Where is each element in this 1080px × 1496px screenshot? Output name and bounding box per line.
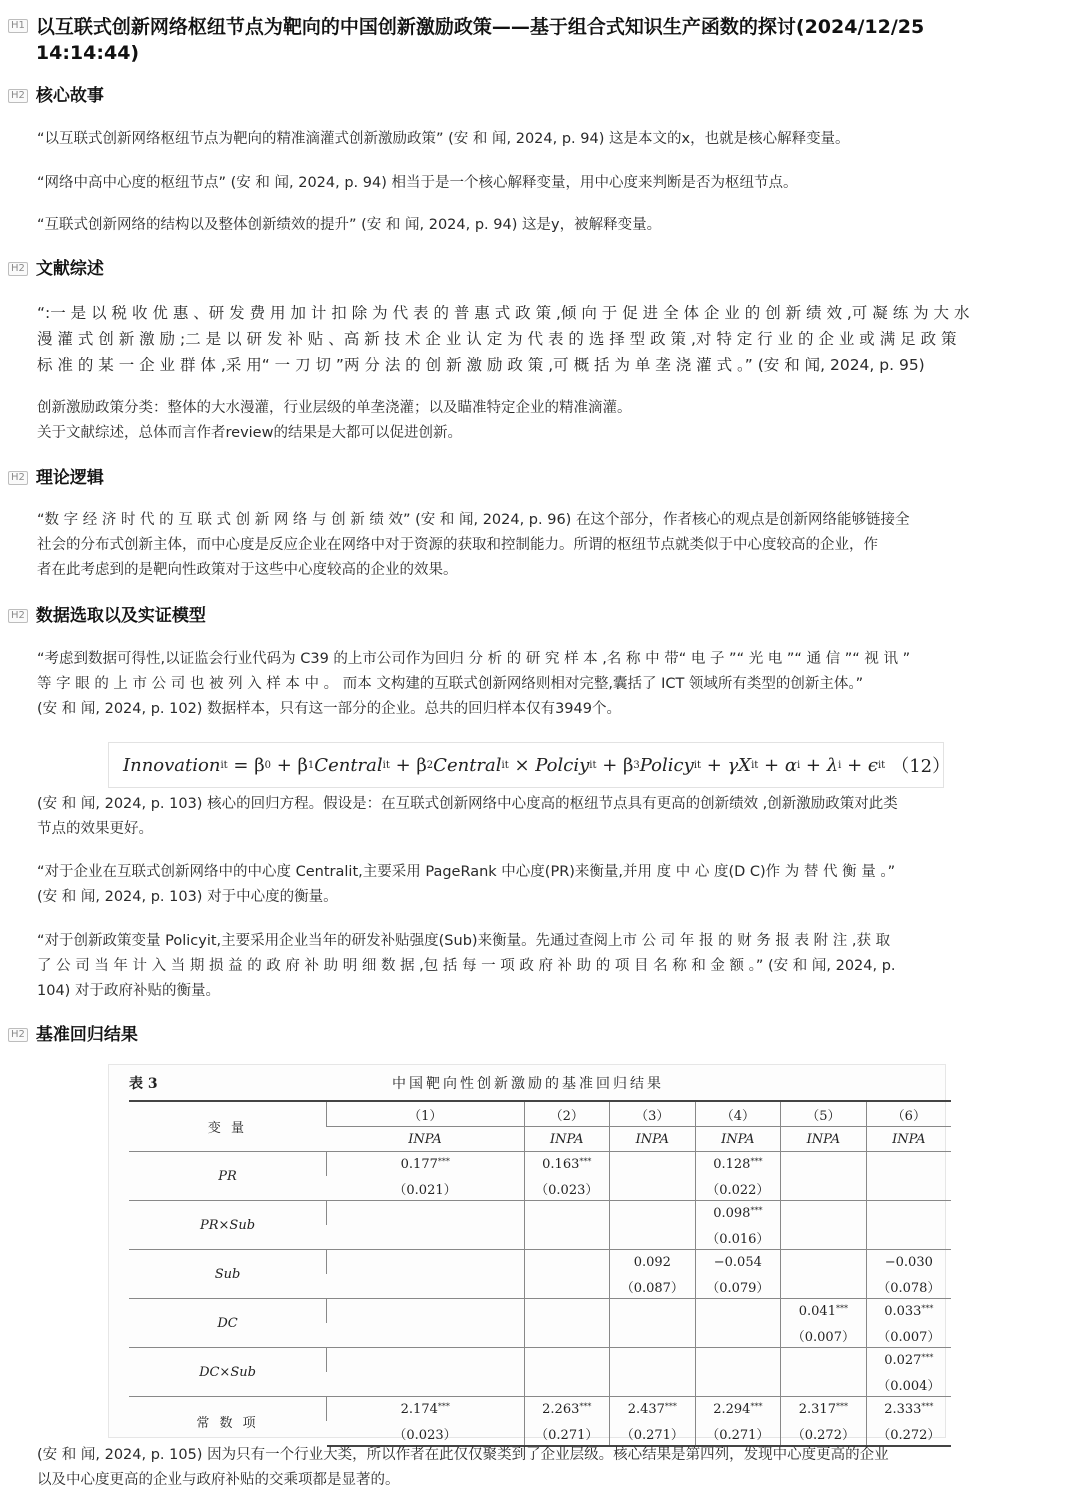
title-text: 以互联式创新网络枢纽节点为靶向的中国创新激励政策——基于组合式知识生产函数的探讨(2024/12/25 14:14:44) (35, 16, 925, 64)
document-title (8, 14, 1036, 66)
coefficient: 2.263 (542, 1401, 580, 1417)
heading-theory: H2 理论逻辑 (8, 466, 104, 490)
column-number: （6） (866, 1101, 951, 1127)
standard-error: （0.007） (781, 1323, 867, 1348)
standard-error (781, 1372, 867, 1397)
standard-error: （0.023） (327, 1421, 525, 1446)
table-row (129, 1201, 951, 1226)
coefficient: 0.177 (400, 1156, 438, 1172)
coefficient: 0.092 (633, 1254, 671, 1270)
table-row (129, 1397, 951, 1422)
table-header-row (129, 1101, 951, 1127)
column-number: （5） (781, 1101, 867, 1127)
dependent-variable: INPA (524, 1127, 610, 1152)
coefficient: 2.294 (713, 1401, 751, 1417)
standard-error (524, 1372, 610, 1397)
coefficient-cell (610, 1348, 696, 1373)
dependent-variable: INPA (610, 1127, 696, 1152)
coefficient-cell (781, 1348, 867, 1373)
significance-stars: *** (437, 1401, 450, 1411)
coefficient-cell (327, 1152, 525, 1177)
coefficient-cell (866, 1201, 951, 1226)
coefficient-cell (866, 1250, 951, 1275)
standard-error (524, 1225, 610, 1250)
variable-name: PR×Sub (129, 1201, 327, 1250)
paragraph: “互联式创新网络的结构以及整体创新绩效的提升” (安 和 闻, 2024, p. 94) 这是y，被解释变量。 (37, 217, 662, 233)
regression-equation: Innovation it = β 0 + β 1 Central it + β 2 Central it × Polciy it + β 3 Policy it + γX it + α i + λ i + ϵ it （12） (108, 742, 944, 788)
coefficient-cell (524, 1152, 610, 1177)
significance-stars: *** (835, 1401, 848, 1411)
coefficient-cell (524, 1348, 610, 1373)
standard-error (327, 1372, 525, 1397)
standard-error: （0.271） (695, 1421, 781, 1446)
standard-error: （0.271） (524, 1421, 610, 1446)
significance-stars: *** (835, 1303, 848, 1313)
h2-tag: H2 (8, 609, 28, 623)
table-row (129, 1152, 951, 1177)
standard-error (781, 1274, 867, 1299)
regression-table-figure (108, 1064, 946, 1443)
table-caption: 表 3 (129, 1076, 158, 1092)
coefficient-cell (524, 1299, 610, 1324)
variable-name: DC×Sub (129, 1348, 327, 1397)
coefficient-cell (610, 1250, 696, 1275)
standard-error: （0.023） (524, 1176, 610, 1201)
significance-stars: *** (750, 1156, 763, 1166)
dependent-variable: INPA (695, 1127, 781, 1152)
significance-stars: *** (664, 1401, 677, 1411)
coefficient-cell (327, 1348, 525, 1373)
coefficient-cell (695, 1299, 781, 1324)
paragraph: “以互联式创新网络枢纽节点为靶向的精准滴灌式创新激励政策” (安 和 闻, 2024, p. 94) 这是本文的x，也就是核心解释变量。 (37, 131, 850, 147)
coefficient: 0.027 (884, 1352, 922, 1368)
coefficient: 2.174 (400, 1401, 438, 1417)
standard-error: （0.021） (393, 1182, 457, 1198)
coefficient-cell (524, 1397, 610, 1422)
coefficient-cell (781, 1201, 867, 1226)
standard-error: （0.087） (610, 1274, 696, 1299)
paragraph: (安 和 闻, 2024, p. 105) 因为只有一个行业大类，所以作者在此仅仅聚类到了企业层级。核心结果是第四列，发现中心度更高的企业 以及中心度更高的企业与政府补贴的交乘项都是显著的。 (37, 1447, 889, 1488)
quote-paragraph: “:一 是 以 税 收 优 惠 、研 发 费 用 加 计 扣 除 为 代 表 的 普 惠 式 政 策 ,倾 向 于 促 进 全 体 企 业 的 创 新 绩 效 ,可 凝 练 为 大 水 漫 灌 式 创 新 激 励 ;二 是 以 研 发 补 贴 、高 新 技 术 企 业 认 定 为 代 表 的 选 择 型 政 策 ,对 特 定 行 业 的 企 业 或 满 足 政 策 标 准 的 某 一 企 业 群 体 ,采 用“ 一 刀 切 ”两 分 法 的 创 新 激 励 政 策 ,可 概 括 为 单 垄 浇 灌 式 。” (安 和 闻, 2024, p. 95) (37, 304, 970, 374)
standard-error (781, 1225, 867, 1250)
standard-error (610, 1176, 696, 1201)
coefficient-cell (695, 1250, 781, 1275)
significance-stars: *** (750, 1205, 763, 1215)
standard-error (866, 1176, 951, 1201)
h2-tag: H2 (8, 471, 28, 485)
standard-error (327, 1274, 525, 1299)
coefficient-cell (781, 1250, 867, 1275)
standard-error: （0.007） (866, 1323, 951, 1348)
variable-name: 常 数 项 (129, 1397, 327, 1447)
coefficient-cell (327, 1299, 525, 1324)
significance-stars: *** (579, 1401, 592, 1411)
variable-name: DC (129, 1299, 327, 1348)
standard-error (610, 1225, 696, 1250)
dependent-variable: INPA (781, 1127, 867, 1152)
h2-tag: H2 (8, 89, 28, 103)
significance-stars: *** (750, 1401, 763, 1411)
standard-error: （0.022） (695, 1176, 781, 1201)
coefficient-cell (524, 1250, 610, 1275)
standard-error (327, 1323, 525, 1348)
coefficient-cell (866, 1152, 951, 1177)
standard-error (695, 1372, 781, 1397)
significance-stars: *** (579, 1156, 592, 1166)
paragraph: “数 字 经 济 时 代 的 互 联 式 创 新 网 络 与 创 新 绩 效” (安 和 闻, 2024, p. 96) 在这个部分，作者核心的观点是创新网络能够链接全 社会的分布式创新主体，而中心度是反应企业在网络中对于资源的获取和控制能力。所谓的枢纽节点就类似于中心度较高的企业，作 者在此考虑到的是靶向性政策对于这些中心度较高的企业的效果。 (37, 512, 910, 578)
standard-error: （0.004） (866, 1372, 951, 1397)
paragraph: “网络中高中心度的枢纽节点” (安 和 闻, 2024, p. 94) 相当于是一个核心解释变量，用中心度来判断是否为枢纽节点。 (37, 175, 798, 191)
coefficient: −0.054 (713, 1254, 762, 1270)
coefficient-cell (866, 1299, 951, 1324)
dependent-variable: INPA (327, 1127, 525, 1152)
coefficient-cell (866, 1397, 951, 1422)
variable-name: Sub (129, 1250, 327, 1299)
coefficient: 0.098 (713, 1205, 751, 1221)
coefficient: 0.033 (884, 1303, 922, 1319)
heading-literature-review: H2 文献综述 (8, 257, 104, 281)
coefficient-cell (695, 1152, 781, 1177)
coefficient-cell (781, 1397, 867, 1422)
column-number: （2） (524, 1101, 610, 1127)
significance-stars: *** (921, 1401, 934, 1411)
column-number: （4） (695, 1101, 781, 1127)
standard-error: （0.078） (866, 1274, 951, 1299)
coefficient-cell (524, 1201, 610, 1226)
coefficient: 0.163 (542, 1156, 580, 1172)
heading-baseline-results: H2 基准回归结果 (8, 1023, 138, 1047)
column-number: （3） (610, 1101, 696, 1127)
coefficient-cell (327, 1250, 525, 1275)
standard-error: （0.272） (866, 1421, 951, 1446)
standard-error: （0.272） (781, 1421, 867, 1446)
standard-error (524, 1323, 610, 1348)
coefficient-cell (327, 1397, 525, 1422)
coefficient: 2.333 (884, 1401, 922, 1417)
standard-error: （0.016） (695, 1225, 781, 1250)
standard-error (610, 1323, 696, 1348)
standard-error (695, 1323, 781, 1348)
dependent-variable: INPA (866, 1127, 951, 1152)
significance-stars: *** (921, 1303, 934, 1313)
coefficient-cell (327, 1201, 525, 1226)
standard-error (866, 1225, 951, 1250)
h2-tag: H2 (8, 262, 28, 276)
coefficient-cell (781, 1152, 867, 1177)
coefficient-cell (610, 1201, 696, 1226)
quote-paragraph: “对于创新政策变量 Policyit,主要采用企业当年的研发补贴强度(Sub)来衡量。先通过查阅上市 公 司 年 报 的 财 务 报 表 附 注 ,获 取 了 公 司 当 年 计 入 当 期 损 益 的 政 府 补 助 明 细 数 据 ,包 括 每 一 项 政 府 补 助 的 项 目 名 称 和 金 额 。” (安 和 闻, 2024, p. 104) 对于政府补贴的衡量。 (37, 933, 896, 999)
coefficient-cell (781, 1299, 867, 1324)
standard-error (524, 1274, 610, 1299)
variable-name: PR (129, 1152, 327, 1201)
significance-stars: *** (921, 1352, 934, 1362)
coefficient-cell (866, 1348, 951, 1373)
table-row (129, 1250, 951, 1275)
standard-error (610, 1372, 696, 1397)
coefficient: 2.437 (627, 1401, 665, 1417)
significance-stars: *** (437, 1156, 450, 1166)
heading-data-model: H2 数据选取以及实证模型 (8, 604, 206, 628)
h2-tag: H2 (8, 1028, 28, 1042)
quote-paragraph: “考虑到数据可得性,以证监会行业代码为 C39 的上市公司作为回归 分 析 的 研 究 样 本 ,名 称 中 带“ 电 子 ”“ 光 电 ”“ 通 信 ”“ 视 讯 ” 等 字 眼 的 上 市 公 司 也 被 列 入 样 本 中 。 而本 文构建的互联式创新网络则相对完整,囊括了 ICT 领域所有类型的创新主体。” (安 和 闻, 2024, p. 102) 数据样本，只有这一部分的企业。总共的回归样本仅有3949个。 (37, 651, 911, 717)
regression-table (129, 1100, 951, 1447)
coefficient: 0.041 (798, 1303, 836, 1319)
coefficient-cell (610, 1152, 696, 1177)
table-row (129, 1348, 951, 1373)
coefficient-cell (695, 1348, 781, 1373)
standard-error: （0.079） (695, 1274, 781, 1299)
table-title: 中国靶向性创新激励的基准回归结果 (392, 1076, 664, 1092)
h1-tag: H1 (8, 19, 28, 33)
column-number: （1） (327, 1101, 525, 1127)
variable-header: 变 量 (129, 1101, 327, 1152)
coefficient-cell (695, 1397, 781, 1422)
coefficient: −0.030 (884, 1254, 933, 1270)
quote-paragraph: “对于企业在互联式创新网络中的中心度 Centralit,主要采用 PageRank 中心度(PR)来衡量,并用 度 中 心 度(D C)作 为 替 代 衡 量 。” (安 和 闻, 2024, p. 103) 对于中心度的衡量。 (37, 864, 896, 905)
table-row (129, 1299, 951, 1324)
standard-error: （0.271） (610, 1421, 696, 1446)
heading-core-story: H2 核心故事 (8, 84, 104, 108)
coefficient-cell (610, 1397, 696, 1422)
paragraph: 创新激励政策分类：整体的大水漫灌，行业层级的单垄浇灌；以及瞄准特定企业的精准滴灌。 关于文献综述，总体而言作者review的结果是大都可以促进创新。 (37, 400, 632, 441)
coefficient: 0.128 (713, 1156, 751, 1172)
coefficient-cell (695, 1201, 781, 1226)
paragraph: (安 和 闻, 2024, p. 103) 核心的回归方程。假设是：在互联式创新网络中心度高的枢纽节点具有更高的创新绩效 ,创新激励政策对此类 节点的效果更好。 (37, 796, 898, 837)
standard-error (781, 1176, 867, 1201)
coefficient-cell (610, 1299, 696, 1324)
coefficient: 2.317 (798, 1401, 836, 1417)
standard-error (327, 1225, 525, 1250)
